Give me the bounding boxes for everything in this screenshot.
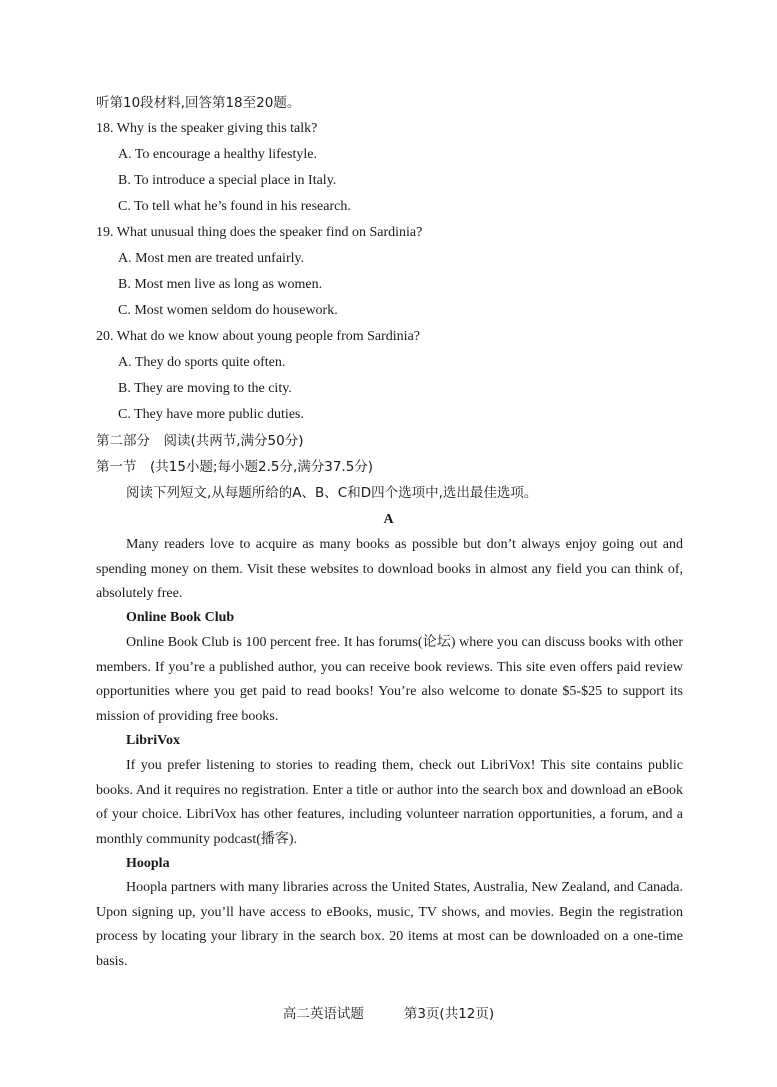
page-footer — [0, 1002, 777, 1022]
question-19-stem: 19. What unusual thing does the speaker find on Sardinia? — [96, 225, 423, 240]
passage-label: A — [383, 512, 394, 527]
question-18-option-b: B. To introduce a special place in Italy. — [118, 173, 337, 188]
exam-title: 高二英语试题 — [282, 1006, 364, 1022]
site-text-online-book-club: Online Book Club is 100 percent free. It has forums(论坛) where you can discuss books with other members. If you’re a published author, you can receive book reviews. This site even offers paid review opportunities where you get paid to read books! You’re also welcome to donate $5-$25 to support its mission of providing free books. — [96, 635, 683, 724]
site-text-librivox: If you prefer listening to stories to reading them, check out LibriVox! This site contains public books. And it requires no registration. Enter a title or author into the search box and download an eBook of your choice. LibriVox has other features, including volunteer narration opportunities, a forum, and a monthly community podcast(播客). — [96, 758, 683, 847]
section-title: 第一节 (共15小题;每小题2.5分,满分37.5分) — [96, 459, 374, 475]
question-19-option-c: C. Most women seldom do housework. — [118, 303, 338, 318]
page-number: 第3页(共12页) — [403, 1006, 495, 1022]
question-18-option-a: A. To encourage a healthy lifestyle. — [118, 147, 317, 162]
question-18-option-c: C. To tell what he’s found in his research. — [118, 199, 351, 214]
passage-intro: Many readers love to acquire as many books as possible but don’t always enjoy going out and spending money on them. Visit these websites to download books in almost any field you can think of, absolutely free. — [96, 537, 683, 601]
site-title-hoopla: Hoopla — [126, 856, 170, 871]
question-19-option-b: B. Most men live as long as women. — [118, 277, 323, 292]
listening-intro: 听第10段材料,回答第18至20题。 — [96, 95, 301, 111]
site-title-online-book-club: Online Book Club — [126, 610, 235, 625]
question-20-option-c: C. They have more public duties. — [118, 407, 304, 422]
question-19-option-a: A. Most men are treated unfairly. — [118, 251, 305, 266]
question-20-option-b: B. They are moving to the city. — [118, 381, 292, 396]
question-20-option-a: A. They do sports quite often. — [118, 355, 286, 370]
question-20-stem: 20. What do we know about young people from Sardinia? — [96, 329, 421, 344]
site-title-librivox: LibriVox — [126, 733, 180, 748]
site-text-hoopla: Hoopla partners with many libraries across the United States, Australia, New Zealand, and Canada. Upon signing up, you’ll have access to eBooks, music, TV shows, and movies. Begin the registration process by locating your library in the search box. 20 items at most can be downloaded on a one-time basis. — [96, 880, 683, 969]
question-18-stem: 18. Why is the speaker giving this talk? — [96, 121, 318, 136]
reading-instruction: 阅读下列短文,从每题所给的A、B、C和D四个选项中,选出最佳选项。 — [126, 485, 538, 501]
part-title: 第二部分 阅读(共两节,满分50分) — [96, 433, 304, 449]
